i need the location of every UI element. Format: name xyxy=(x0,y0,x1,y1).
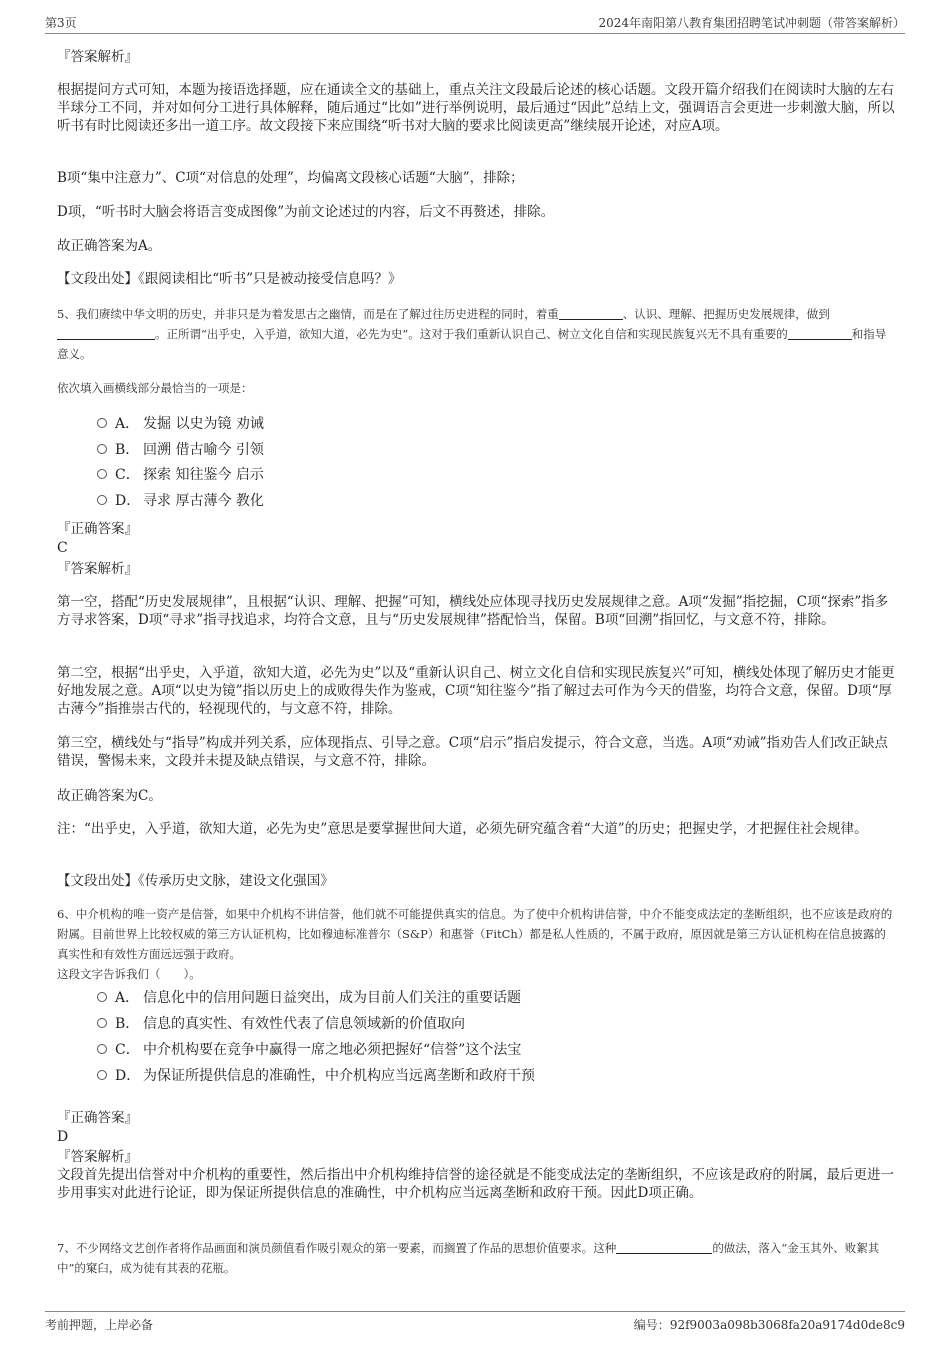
q6-option-a-letter: A． xyxy=(115,990,140,1006)
radio-icon[interactable] xyxy=(97,1070,107,1080)
radio-icon[interactable] xyxy=(97,444,107,454)
document-title: 2024年南阳第八教育集团招聘笔试冲刺题（带答案解析） xyxy=(598,16,905,30)
q6-option-b[interactable] xyxy=(97,1014,465,1034)
q6-analysis-para1: 文段首先提出信誉对中介机构的重要性，然后指出中介机构维持信誉的途径就是不能变成法定的垄断组织，不应该是政府的附属，最后更进一步用事实对此进行论证，即为保证所提供信息的准确性，中介机构应当远离垄断和政府干预。因此D项正确。 xyxy=(57,1167,894,1201)
radio-icon[interactable] xyxy=(97,1044,107,1054)
q5-option-a-letter: A． xyxy=(115,416,140,432)
q5-option-c[interactable] xyxy=(97,465,264,485)
q5-option-a[interactable] xyxy=(97,414,264,434)
q6-analysis-label: 『答案解析』 xyxy=(57,1149,138,1165)
q6-correct-label: 『正确答案』 xyxy=(57,1110,138,1126)
q6-option-b-text: 信息的真实性、有效性代表了信息领域新的价值取向 xyxy=(143,1016,465,1032)
q5-stem-part1: 5、我们赓续中华文明的历史，并非只是为着发思古之幽情，而是在了解过往历史进程的同时，着重 xyxy=(57,307,559,321)
q5-analysis-para2: 第二空，根据“出乎史，入乎道，欲知大道，必先为史”以及“重新认识自己、树立文化自信和实现民族复兴”可知，横线处体现了解历史才能更好地发展之意。A项“以史为镜”指以历史上的成败得失作为鉴戒，C项“知往鉴今”指了解过去可作为今天的借鉴，均符合文意，保留。D项“厚古薄今”指推崇古代的，轻视现代的，与文意不符，排除。 xyxy=(57,665,895,717)
q6-prompt: 这段文字告诉我们（ ）。 xyxy=(57,967,201,981)
q5-option-b-letter: B． xyxy=(115,442,140,458)
q5-analysis-para1: 第一空，搭配“历史发展规律”，且根据“认识、理解、把握”可知，横线处应体现寻找历史发展规律之意。A项“发掘”指挖掘，C项“探索”指多方寻求答案，D项“寻求”指寻找追求，均符合文意，且与“历史发展规律”搭配恰当，保留。B项“回溯”指回忆，与文意不符，排除。 xyxy=(57,594,889,628)
q5-blank-2 xyxy=(57,325,155,340)
q5-source: 【文段出处】《传承历史文脉，建设文化强国》 xyxy=(57,873,334,889)
q5-stem-part3: 。正所谓“出乎史，入乎道，欲知大道，必先为史”。这对于我们重新认识自己、树立文化自信和实现民族复兴无不具有重要的 xyxy=(155,327,788,341)
q4-answer-line: 故正确答案为A。 xyxy=(57,238,162,254)
q5-blank-1 xyxy=(559,305,623,320)
q7-blank-1 xyxy=(616,1239,712,1254)
q6-stem: 6、中介机构的唯一资产是信誉，如果中介机构不讲信誉，他们就不可能提供真实的信息。为了使中介机构讲信誉，中介不能变成法定的垄断组织，也不应该是政府的附属。目前世界上比较权威的第三方认证机构，比如穆迪标准普尔（S&P）和惠誉（FitCh）都是私人性质的，不属于政府，原因就是第三方认证机构在信息披露的真实性和有效性方面远远强于政府。 xyxy=(57,907,893,961)
page-number: 第3页 xyxy=(45,16,77,30)
q6-option-a-text: 信息化中的信用问题日益突出，成为目前人们关注的重要话题 xyxy=(143,990,521,1006)
q5-analysis-label: 『答案解析』 xyxy=(57,561,138,577)
q4-analysis-para2: B项“集中注意力”、C项“对信息的处理”，均偏离文段核心话题“大脑”，排除； xyxy=(57,170,524,186)
radio-icon[interactable] xyxy=(97,1018,107,1028)
radio-icon[interactable] xyxy=(97,495,107,505)
q4-analysis-label: 『答案解析』 xyxy=(57,49,138,65)
q4-analysis-para3: D项，“听书时大脑会将语言变成图像”为前文论述过的内容，后文不再赘述，排除。 xyxy=(57,204,555,220)
q5-correct-label: 『正确答案』 xyxy=(57,521,138,537)
q5-analysis-para3: 第三空，横线处与“指导”构成并列关系，应体现指点、引导之意。C项“启示”指启发提示，符合文意，当选。A项“劝诫”指劝告人们改正缺点错误，警惕未来，文段并未提及缺点错误，与文意不符，排除。 xyxy=(57,735,888,769)
q6-option-d[interactable] xyxy=(97,1066,535,1086)
radio-icon[interactable] xyxy=(97,418,107,428)
q5-stem-part2: 、认识、理解、把握历史发展规律，做到 xyxy=(622,307,830,321)
q5-option-d-text: 寻求 厚古薄今 教化 xyxy=(143,493,264,509)
q6-option-c-text: 中介机构要在竞争中赢得一席之地必须把握好“信誉”这个法宝 xyxy=(143,1042,522,1058)
q5-option-c-text: 探索 知往鉴今 启示 xyxy=(143,467,264,483)
footer-slogan: 考前押题，上岸必备 xyxy=(45,1318,154,1332)
q5-note: 注：“出乎史，入乎道，欲知大道，必先为史”意思是要掌握世间大道，必须先研究蕴含着“大道”的历史；把握史学，才把握住社会规律。 xyxy=(57,821,868,837)
q6-correct-answer: D xyxy=(57,1129,69,1145)
header-rule xyxy=(45,33,905,34)
radio-icon[interactable] xyxy=(97,992,107,1002)
q5-option-c-letter: C． xyxy=(115,467,140,483)
footer-code-value: 92f9003a098b3068fa20a9174d0de8c9 xyxy=(669,1318,905,1332)
q5-blank-3 xyxy=(788,325,852,340)
q6-option-a[interactable] xyxy=(97,988,521,1008)
q5-correct-answer: C xyxy=(57,540,68,556)
q7-stem-part1: 7、不少网络文艺创作者将作品画面和演员颜值看作吸引观众的第一要素，而搁置了作品的思想价值要求。这种 xyxy=(57,1241,617,1255)
footer-rule xyxy=(45,1311,905,1312)
q7-stem xyxy=(57,1238,895,1278)
radio-icon[interactable] xyxy=(97,469,107,479)
q5-option-a-text: 发掘 以史为镜 劝诫 xyxy=(143,416,264,432)
q4-analysis-para1: 根据提问方式可知，本题为接语选择题，应在通读全文的基础上，重点关注文段最后论述的核心话题。文段开篇介绍我们在阅读时大脑的左右半球分工不同，并对如何分工进行具体解释，随后通过“比如”进行举例说明，最后通过“因此”总结上文，强调语言会更进一步刺激大脑，所以听书有时比阅读还多出一道工序。故文段接下来应围绕“听书对大脑的要求比阅读更高”继续展开论述，对应A项。 xyxy=(57,82,895,134)
q4-source: 【文段出处】《跟阅读相比“听书”只是被动接受信息吗？》 xyxy=(57,271,402,287)
q5-prompt: 依次填入画横线部分最恰当的一项是： xyxy=(57,381,253,395)
q5-option-b[interactable] xyxy=(97,440,264,460)
q6-option-b-letter: B． xyxy=(115,1016,140,1032)
q6-option-c[interactable] xyxy=(97,1040,521,1060)
footer-code-label: 编号： xyxy=(633,1318,670,1332)
q5-stem-part4: 和指导意义。 xyxy=(57,327,887,361)
q6-option-d-text: 为保证所提供信息的准确性，中介机构应当远离垄断和政府干预 xyxy=(143,1068,535,1084)
q7-stem-part2: 的做法，落入“金玉其外、败絮其中”的窠臼，成为徒有其表的花瓶。 xyxy=(57,1241,880,1275)
q5-option-d[interactable] xyxy=(97,491,264,511)
q5-option-d-letter: D． xyxy=(115,493,141,509)
q5-option-b-text: 回溯 借古喻今 引领 xyxy=(143,442,264,458)
q5-stem xyxy=(57,304,895,364)
footer-code xyxy=(634,1316,905,1333)
q6-option-d-letter: D． xyxy=(115,1068,141,1084)
q5-answer-line: 故正确答案为C。 xyxy=(57,788,162,804)
q6-option-c-letter: C． xyxy=(115,1042,140,1058)
